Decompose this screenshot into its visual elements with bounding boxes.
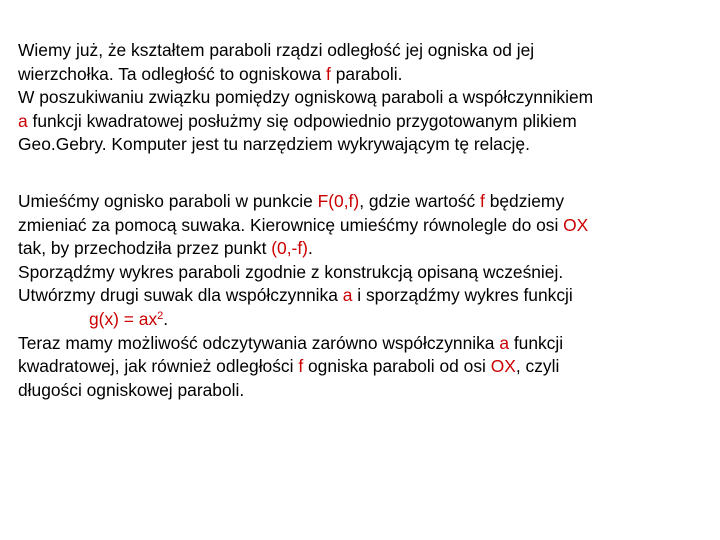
text-line <box>18 284 708 308</box>
text-segment: tak, by przechodziła przez punkt <box>18 238 272 259</box>
text-segment: W poszukiwaniu związku pomiędzy ogniskową paraboli a współczynnikiem <box>18 87 594 108</box>
text-segment: funkcji kwadratowej posłużmy się odpowiednio przygotowanym plikiem <box>27 110 577 131</box>
highlight-a: a <box>499 332 509 353</box>
highlight-f: f <box>298 356 304 377</box>
paragraph-construction <box>18 190 708 402</box>
text-line <box>18 110 708 134</box>
text-segment: paraboli. <box>330 63 403 84</box>
text-line <box>18 39 708 63</box>
text-line <box>18 237 708 261</box>
text-line <box>18 261 708 285</box>
text-segment: ogniska paraboli od osi <box>303 356 491 377</box>
highlight-ox: OX <box>563 214 589 235</box>
text-line <box>18 190 708 214</box>
text-segment: . <box>307 238 313 259</box>
text-line <box>18 133 708 157</box>
text-segment: wierzchołka. Ta odległość to ogniskowa <box>18 63 327 84</box>
text-line <box>18 355 708 379</box>
formula-line <box>18 308 708 332</box>
text-segment: . <box>163 308 169 329</box>
text-segment: , czyli <box>515 356 560 377</box>
text-segment: Utwórzmy drugi suwak dla współczynnika <box>18 285 343 306</box>
text-segment: długości ogniskowej paraboli. <box>18 379 245 400</box>
highlight-ox: OX <box>490 356 516 377</box>
highlight-f: f <box>480 191 485 211</box>
text-line <box>18 86 708 110</box>
text-segment: zmieniać za pomocą suwaka. Kierownicę umieśćmy równolegle do osi <box>18 214 564 235</box>
highlight-a: a <box>342 285 353 306</box>
text-line <box>18 379 708 403</box>
text-line <box>18 214 708 238</box>
highlight-f: f <box>326 63 331 84</box>
text-segment: , gdzie wartość <box>359 191 481 211</box>
highlight-focus-point: F(0,f) <box>317 191 360 211</box>
text-segment: Wiemy już, że kształtem paraboli rządzi odległość jej ogniska od jej <box>18 40 535 60</box>
highlight-directrix-point: (0,-f) <box>271 238 308 259</box>
text-segment: i sporządźmy wykres funkcji <box>352 285 573 306</box>
text-line <box>18 332 708 356</box>
text-segment: Umieśćmy ognisko paraboli w punkcie <box>18 191 318 211</box>
text-segment: Sporządźmy wykres paraboli zgodnie z konstrukcją opisaną wcześniej. <box>18 261 564 282</box>
text-segment: Teraz mamy możliwość odczytywania zarówno współczynnika <box>18 332 500 353</box>
text-segment: będziemy <box>484 191 565 211</box>
text-segment: funkcji <box>508 332 564 353</box>
paragraph-intro <box>18 39 708 157</box>
text-segment: Geo.Gebry. Komputer jest tu narzędziem wykrywającym tę relację. <box>18 134 530 155</box>
formula-exponent: 2 <box>157 309 164 322</box>
highlight-a: a <box>18 110 28 131</box>
text-line <box>18 63 708 87</box>
formula-main: g(x) = ax <box>89 308 158 329</box>
formula <box>89 309 163 329</box>
text-segment: kwadratowej, jak również odległości <box>18 356 299 377</box>
